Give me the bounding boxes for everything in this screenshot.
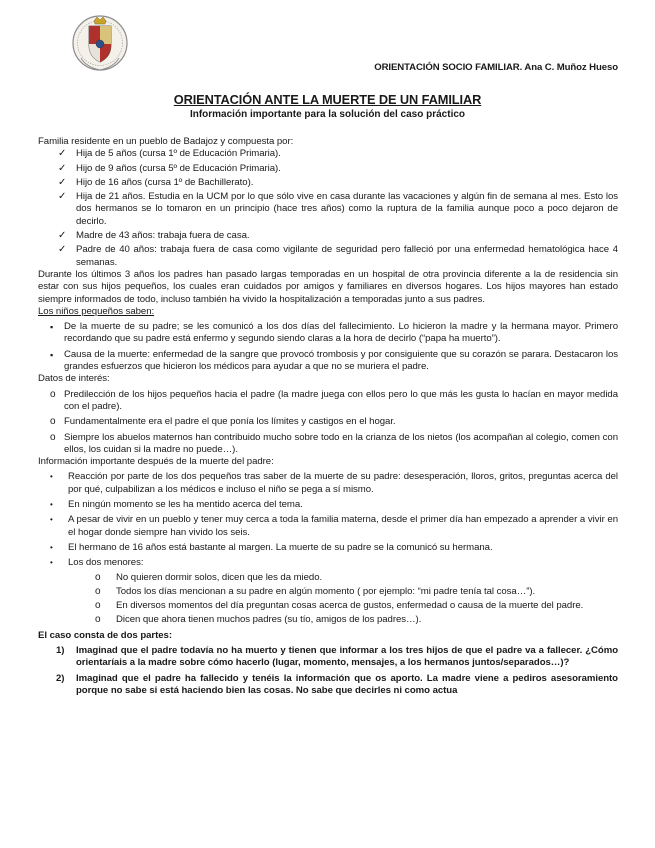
circle-bullet-icon: o: [95, 571, 101, 583]
list-item: o En diversos momentos del día preguntan cosas acerca de gustos, enfermedad o causa de la muerte del padre.: [95, 600, 584, 612]
list-item: ✓ Hijo de 9 años (cursa 5º de Educación Primaria).: [58, 162, 281, 174]
list-item: ▪ De la muerte de su padre; se les comunicó a los dos días del fallecimiento. Lo hicieron la madre y la hermana mayor. Primero recordando que su padre está enfermo y segundo siendo claras a la hora de decirlo (“papa ha muerto”).: [50, 321, 618, 345]
check-icon: ✓: [58, 176, 67, 188]
list-item: ▪ Causa de la muerte: enfermedad de la sangre que provocó trombosis y por consiguiente que su corazón se parara. Destacaron los grandes esfuerzos que hicieron los médicos para ayudar a que no se muriera el padre.: [50, 348, 618, 373]
dot-bullet-icon: •: [50, 542, 53, 552]
after-list: [38, 471, 618, 569]
check-icon: ✓: [58, 162, 67, 174]
document-subtitle: Información importante para la solución del caso práctico: [189, 109, 466, 120]
circle-bullet-icon: o: [50, 416, 56, 428]
list-item: • Los dos menores:: [50, 557, 144, 569]
family-list: [38, 148, 618, 269]
list-item: o Dicen que ahora tienen muchos padres (su tío, amigos de los padres…).: [95, 614, 422, 626]
circle-bullet-icon: o: [95, 585, 101, 597]
dot-bullet-icon: •: [50, 472, 53, 482]
circle-bullet-icon: o: [95, 600, 101, 612]
list-item: ✓ Hija de 21 años. Estudia en la UCM por lo que sólo vive en casa durante las vacaciones y algún fin de semana al mes. Esto los dos hermanos se lo tomaron en un principio (hace tres años) como la ruptura de la familia aunque poco a poco dejaron de decirlo.: [58, 191, 618, 227]
square-bullet-icon: ▪: [50, 322, 54, 333]
kids-know-list: [38, 321, 618, 373]
kids-know-heading: Los niños pequeños saben:: [38, 305, 155, 317]
interest-list: [38, 389, 618, 456]
document-body: [38, 136, 618, 697]
list-item: ✓ Hijo de 16 años (cursa 1º de Bachillerato).: [58, 176, 254, 188]
circle-bullet-icon: o: [50, 431, 56, 443]
list-item: o Predilección de los hijos pequeños hacia el padre (la madre juega con ellos pero lo que más les gusta lo hacían en mayor medida con el padre).: [50, 388, 618, 412]
list-item: o Siempre los abuelos maternos han contribuido mucho sobre todo en la crianza de los nietos (los acompañan al colegio, comen con ellos, los cuidan si la madre no puede…).: [50, 431, 618, 455]
list-item: • A pesar de vivir en un pueblo y tener muy cerca a toda la familia materna, desde el primer día han empezado a aprender a vivir en el hogar donde siempre han vivido los seis.: [50, 514, 618, 538]
circle-bullet-icon: o: [95, 614, 101, 626]
minors-sublist: [38, 572, 618, 627]
square-bullet-icon: ▪: [50, 349, 54, 360]
context-paragraph: Durante los últimos 3 años los padres han pasado largas temporadas en un hospital de otra provincia diferente a la de residencia sin estar con sus hijos pequeños, los cuales eran cuidados por amigos y familiares en diversos hogares. Los hijos mayores han estado siempre informados de todo, incluso también ha vivido la hospitalización a temporadas junto a sus padres.: [38, 268, 618, 305]
family-intro: Familia residente en un pueblo de Badajoz y compuesta por:: [38, 136, 294, 147]
list-item: • Reacción por parte de los dos pequeños tras saber de la muerte de su padre: desesperación, lloros, gritos, preguntas acerca del por qué, culpabilizan a los médicos e incluso el niño se pega a sí mismo.: [50, 471, 618, 495]
case-heading: El caso consta de dos partes:: [38, 629, 172, 641]
circle-bullet-icon: o: [50, 388, 56, 400]
university-seal-icon: [72, 12, 128, 74]
list-item: ✓ Hija de 5 años (cursa 1º de Educación Primaria).: [58, 148, 281, 160]
list-item: • El hermano de 16 años está bastante al margen. La muerte de su padre se la comunicó su hermana.: [50, 541, 493, 553]
document-title: ORIENTACIÓN ANTE LA MUERTE DE UN FAMILIAR: [173, 92, 482, 107]
list-item: o No quieren dormir solos, dicen que les da miedo.: [95, 571, 323, 583]
list-item: 1) Imaginad que el padre todavía no ha muerto y tienen que informar a los tres hijos de que el padre va a fallecer. ¿Cómo orientaríais a la madre sobre cómo hacerlo (lugar, momento, mensajes, a los hermanos juntos/separados…)?: [56, 644, 618, 669]
interest-heading: Datos de interés:: [38, 373, 110, 385]
list-item: ✓ Padre de 40 años: trabaja fuera de casa como vigilante de seguridad pero falleció por una enfermedad hematológica hace 4 semanas.: [58, 244, 618, 268]
list-item: o Fundamentalmente era el padre el que ponía los límites y castigos en el hogar.: [50, 416, 396, 428]
check-icon: ✓: [58, 244, 67, 256]
list-item: • En ningún momento se les ha mentido acerca del tema.: [50, 499, 303, 511]
after-heading: Información importante después de la muerte del padre:: [38, 456, 274, 468]
document-header: ORIENTACIÓN SOCIO FAMILIAR. Ana C. Muñoz Hueso: [374, 62, 618, 73]
check-icon: ✓: [58, 230, 67, 242]
dot-bullet-icon: •: [50, 500, 53, 510]
list-item: 2) Imaginad que el padre ha fallecido y tenéis la información que os aporto. La madre viene a pediros asesoramiento porque no sabe si está haciendo bien las cosas. No sabe que decirles ni como actua: [56, 672, 618, 696]
case-list: [38, 645, 618, 697]
check-icon: ✓: [58, 148, 67, 160]
dot-bullet-icon: •: [50, 558, 53, 568]
check-icon: ✓: [58, 191, 67, 203]
list-item: o Todos los días mencionan a su padre en algún momento ( por ejemplo: “mi padre tenía tal cosa…”).: [95, 585, 536, 597]
list-item: ✓ Madre de 43 años: trabaja fuera de casa.: [58, 230, 250, 242]
dot-bullet-icon: •: [50, 515, 53, 525]
